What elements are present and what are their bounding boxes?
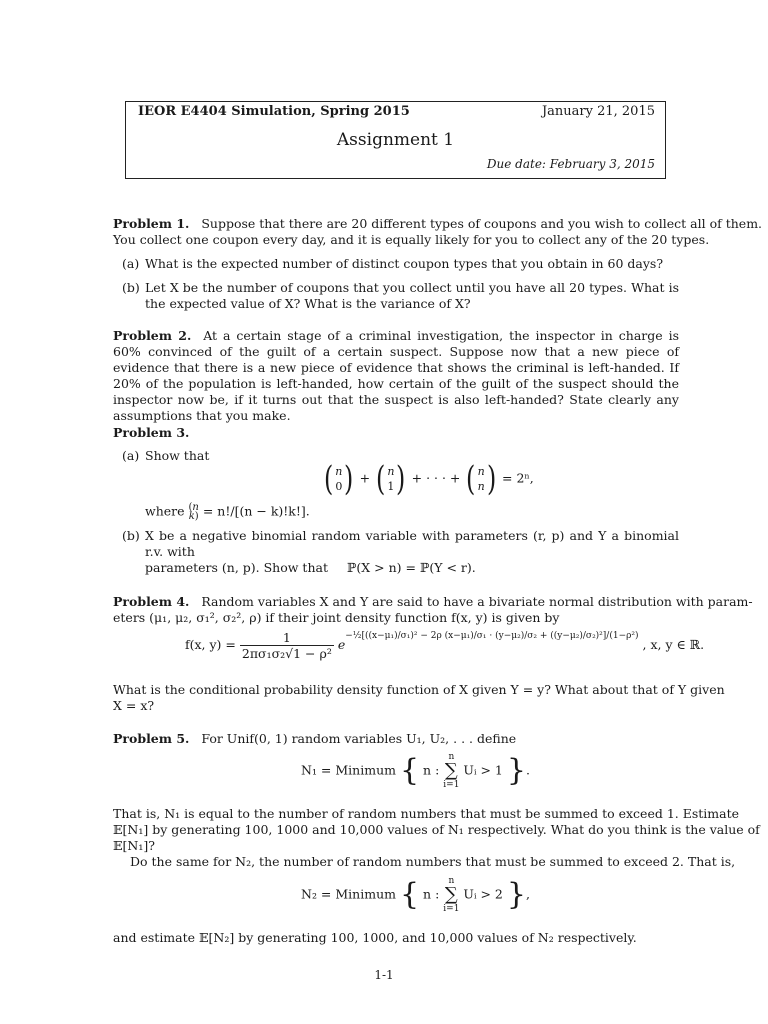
n2-body: n : (423, 886, 440, 902)
part-tag: (a) (122, 256, 140, 271)
problem5-label: Problem 5. (113, 731, 190, 746)
header-date: January 21, 2015 (541, 104, 655, 119)
problem1-intro-l2: You collect one coupon every day, and it is equally likely for you to collect any of the 20 types. (113, 232, 710, 247)
problem2 (113, 328, 679, 424)
nb-binomial-equation: ℙ(X > n) = ℙ(Y < r). (347, 560, 476, 575)
n1-body: n : (423, 762, 440, 778)
eq1-rhs: = 2ⁿ, (502, 470, 534, 486)
where-text: = n!/[(n − k)!k!]. (202, 503, 310, 519)
bivariate-density-equation: f(x, y) = $\frac{1}{\text{2πσ₁σ₂√1 − ρ²}}$ $e^{-\frac{1}{2}[((x-\mu_1)/\sigma_1)^2 - 2\rho (x-\mu_1)/\sigma_1 \cdot (y-\mu_2)/\sigma_2 + ((y-\mu_2)/\sigma_2)^2]/(1-\rho^2)}$ , x, y ∈ ℝ. (185, 630, 705, 661)
part-text: Show that (145, 448, 210, 463)
sum-lower: i=1 (443, 780, 460, 790)
page-number: 1-1 (374, 968, 394, 982)
where-prefix: where (145, 503, 185, 519)
eq-numerator: 1 (240, 630, 334, 646)
n2-lhs: N₂ = Minimum (301, 886, 396, 902)
problem1-part-b (122, 280, 679, 312)
eq-lhs: f(x, y) = (185, 637, 236, 652)
assignment-header (125, 101, 666, 179)
n1-definition: N₁ = Minimum { n : n ∑ i=1 Uᵢ > 1 }. (301, 752, 530, 790)
sum-operator: n ∑ i=1 (443, 876, 460, 914)
n2-condition: Uᵢ > 2 (463, 886, 503, 902)
problem1-intro-l1 (113, 216, 762, 232)
sum-upper: n (448, 876, 455, 886)
problem4-l2: eters (μ₁, μ₂, σ₁², σ₂², ρ) if their joint density function f(x, y) is given by (113, 610, 560, 625)
problem5-closing: and estimate 𝔼[N₂] by generating 100, 1000, and 10,000 values of N₂ respectively. (113, 930, 637, 945)
part-tag: (b) (122, 528, 140, 543)
problem4-text-l1: Random variables X and Y are said to have a bivariate normal distribution with param- (201, 594, 753, 609)
part-text: What is the expected number of distinct coupon types that you obtain in 60 days? (145, 256, 664, 271)
problem4-question-l2: X = x? (113, 698, 155, 713)
problem5-intro (113, 731, 516, 747)
binomial-sum-equation: ( n 0) + ( n 1) + · · · + ( n n) = 2ⁿ, (323, 459, 534, 499)
n1-lhs: N₁ = Minimum (301, 762, 396, 778)
course-title: IEOR E4404 Simulation, Spring 2015 (138, 104, 410, 119)
part-tag: (a) (122, 448, 140, 463)
problem4-l1 (113, 594, 753, 610)
part-tag: (b) (122, 280, 140, 295)
problem4-question-l1: What is the conditional probability density function of X given Y = y? What about that of Y given (113, 682, 725, 697)
problem4-label: Problem 4. (113, 594, 190, 609)
part-text-l1: X be a negative binomial random variable with parameters (r, p) and Y a binomial r.v. with (145, 528, 679, 559)
binomial-definition: where (n k) = n!/[(n − k)!k!]. (145, 502, 310, 522)
n1-condition: Uᵢ > 1 (463, 762, 503, 778)
problem3-label-text: Problem 3. (113, 425, 190, 440)
eq-fraction (240, 630, 334, 661)
problem1-label: Problem 1. (113, 216, 190, 231)
n2-definition: N₂ = Minimum { n : n ∑ i=1 Uᵢ > 2 }, (301, 876, 530, 914)
problem5-p1-l2: 𝔼[N₁] by generating 100, 1000 and 10,000 values of N₁ respectively. What do you think is the value of (113, 822, 760, 837)
problem1-part-a (122, 256, 679, 272)
problem2-text: At a certain stage of a criminal investigation, the inspector in charge is 60% convinced of the guilt of a certain suspect. Suppose now that a new piece of evidence that there is a new piece of evidence that shows the criminal is left-handed. If 20% of the population is left-handed, how certain of the guilt of the suspect should the inspector now be, if it turns out that the suspect is also left-handed? State clearly any assumptions that you make. (113, 328, 679, 423)
part-text: Let X be the number of coupons that you collect until you have all 20 types. What is the expected value of X? What is the variance of X? (145, 280, 679, 311)
problem2-label: Problem 2. (113, 328, 192, 343)
sum-lower: i=1 (443, 904, 460, 914)
assignment-title: Assignment 1 (336, 130, 455, 150)
sum-upper: n (448, 752, 455, 762)
problem5-p1-l1: That is, N₁ is equal to the number of random numbers that must be summed to exceed 1. Estimate (113, 806, 740, 821)
eq-tail: , x, y ∈ ℝ. (642, 637, 705, 652)
eq-exponent: −½[((x−μ₁)/σ₁)² − 2ρ (x−μ₁)/σ₁ · (y−μ₂)/σ₂ + ((y−μ₂)/σ₂)²]/(1−ρ²) (345, 630, 639, 641)
sum-operator: n ∑ i=1 (443, 752, 460, 790)
problem5-p1-l3: 𝔼[N₁]? (113, 838, 155, 853)
due-date: Due date: February 3, 2015 (486, 157, 655, 171)
problem5-intro-text: For Unif(0, 1) random variables U₁, U₂, . . . define (201, 731, 517, 746)
part-text-l2: parameters (n, p). Show that (145, 560, 328, 575)
eq-denominator: 2πσ₁σ₂√1 − ρ² (241, 646, 332, 661)
problem1-text: Suppose that there are 20 different types of coupons and you wish to collect all of them. (201, 216, 763, 231)
problem5-p2: Do the same for N₂, the number of random numbers that must be summed to exceed 2. That is, (130, 854, 736, 869)
problem3-label (113, 425, 189, 441)
